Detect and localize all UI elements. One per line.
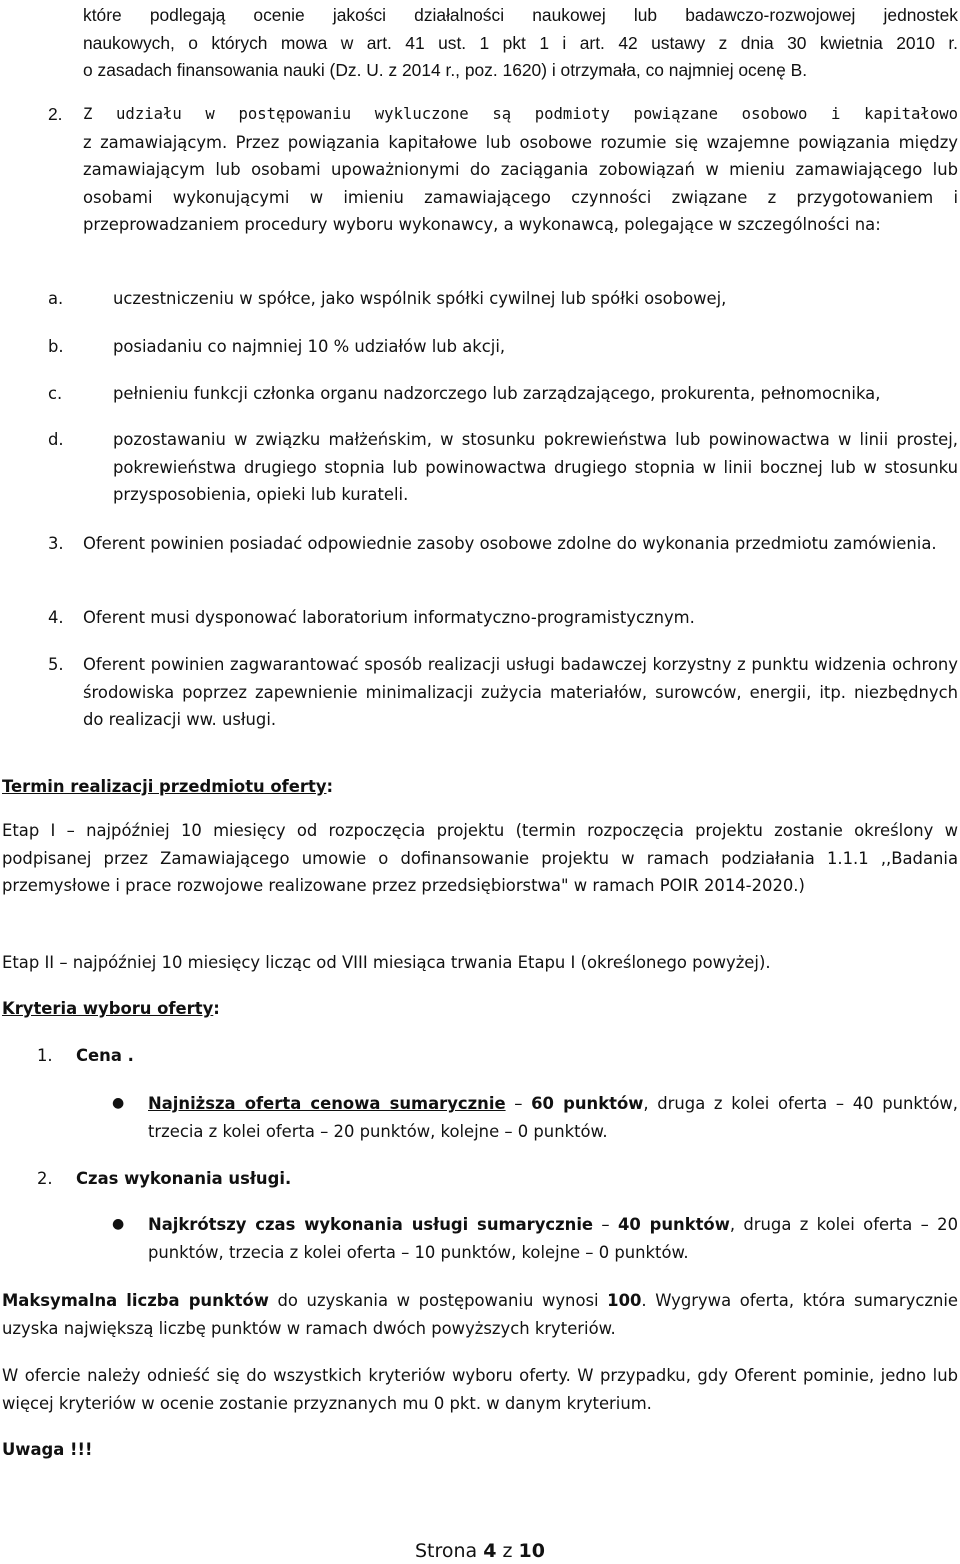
intro-line-1: które podlegają ocenie jakości działalności naukowej lub badawczo-rozwojowej jednostek — [83, 5, 958, 25]
max-points-text-1: do uzyskania w postępowaniu wynosi — [268, 1291, 608, 1310]
item-4-number: 4. — [48, 608, 64, 627]
kryteria-heading-colon: : — [213, 999, 220, 1018]
criterion-2-points: 40 punktów — [617, 1215, 730, 1234]
criterion-1-number: 1. — [37, 1046, 53, 1065]
subitem-c-text: pełnieniu funkcji członka organu nadzorczego lub zarządzającego, prokurenta, pełnomocnika, — [113, 384, 881, 403]
kryteria-heading — [2, 995, 220, 1023]
criterion-2-description — [148, 1211, 958, 1266]
criterion-1-rest: , druga z kolei oferta – 40 punktów, trzecia z kolei oferta – 20 punktów, kolejne – 0 punktów. — [148, 1094, 958, 1141]
criterion-1-points: 60 punktów — [531, 1094, 644, 1113]
subitem-a-text: uczestniczeniu w spółce, jako wspólnik spółki cywilnej lub spółki osobowej, — [113, 289, 727, 308]
criterion-2-number: 2. — [37, 1169, 53, 1188]
subitem-b-label: b. — [48, 337, 64, 356]
page-footer — [0, 1540, 960, 1562]
criterion-2-rest: , druga z kolei oferta – 20 punktów, trzecia z kolei oferta – 10 punktów, kolejne – 0 punktów. — [148, 1215, 959, 1262]
max-points-value: 100 — [607, 1291, 642, 1310]
criterion-2-main: Najkrótszy czas wykonania usługi sumarycznie — [148, 1215, 594, 1234]
criterion-1-dash: – — [505, 1094, 532, 1113]
subitem-c-label: c. — [48, 384, 63, 403]
criterion-2-title: Czas wykonania usługi. — [76, 1169, 292, 1188]
item-5-number: 5. — [48, 655, 64, 674]
criterion-1-main: Najniższa oferta cenowa sumarycznie — [148, 1094, 506, 1113]
criterion-1-description — [148, 1090, 958, 1145]
bullet-icon: ● — [112, 1216, 125, 1232]
item-3-text: Oferent powinien posiadać odpowiednie zasoby osobowe zdolne do wykonania przedmiotu zamówienia. — [83, 534, 937, 553]
item-2-text: z zamawiającym. Przez powiązania kapitałowe lub osobowe rozumie się wzajemne powiązania między zamawiającym lub osobami upoważnionymi do zaciągania zobowiązań w mieniu zamawiającego lub osobami wykonującymi w imieniu zamawiającego czynności związane z przygotowaniem i przeprowadzaniem procedury wyboru wykonawcy, a wykonawcą, polegające w szczególności na: — [83, 132, 958, 234]
termin-heading-colon: : — [326, 777, 334, 796]
note-paragraph: W ofercie należy odnieść się do wszystkich kryteriów wyboru oferty. W przypadku, gdy Oferent pominie, jedno lub więcej kryteriów w ocenie zostanie przyznanych mu 0 pkt. w danym kryterium. — [2, 1366, 958, 1413]
criterion-1-title: Cena . — [76, 1046, 134, 1065]
subitem-b-text: posiadaniu co najmniej 10 % udziałów lub akcji, — [113, 337, 506, 356]
max-points-label: Maksymalna liczba punktów — [2, 1291, 269, 1310]
etap-2-text: Etap II – najpóźniej 10 miesięcy licząc od VIII miesiąca trwania Etapu I (określonego powyżej). — [2, 953, 771, 972]
item-3-number: 3. — [48, 534, 64, 553]
etap-1-text: Etap I – najpóźniej 10 miesięcy od rozpoczęcia projektu (termin rozpoczęcia projektu zostanie określony w podpisanej przez Zamawiającego umowie o dofinansowanie projektu w ramach podziałania 1.1.1 ,,Badania przemysłowe i prace rozwojowe realizowane przez przedsiębiorstwa" w ramach POIR 2014-2020.) — [2, 821, 958, 895]
intro-line-3: o zasadach finansowania nauki (Dz. U. z 2014 r., poz. 1620) i otrzymała, co najmniej ocenę B. — [83, 60, 808, 80]
item-5-text: Oferent powinien zagwarantować sposób realizacji usługi badawczej korzystny z punktu widzenia ochrony środowiska poprzez zapewnienie minimalizacji zużycia materiałów, surowców, energii, itp. niezbędnych do realizacji ww. usługi. — [83, 655, 958, 729]
subitem-d-text: pozostawaniu w związku małżeńskim, w stosunku pokrewieństwa lub powinowactwa w linii prostej, pokrewieństwa drugiego stopnia lub powinowactwa drugiego stopnia w linii bocznej lub w stosunku przysposobienia, opieki lub kurateli. — [113, 430, 958, 504]
kryteria-heading-text: Kryteria wyboru oferty — [2, 999, 214, 1018]
footer-page-number: 4 — [483, 1540, 497, 1562]
footer-mid: z — [496, 1540, 519, 1562]
termin-heading-text: Termin realizacji przedmiotu oferty — [2, 777, 327, 796]
item-2-number: 2. — [48, 104, 63, 124]
bullet-icon: ● — [112, 1095, 125, 1111]
termin-heading — [2, 773, 333, 801]
criterion-2-dash: – — [593, 1215, 618, 1234]
item-2-first-line: Z udziału w postępowaniu wykluczone są podmioty powiązane osobowo i kapitałowo — [83, 105, 958, 123]
subitem-a-label: a. — [48, 289, 64, 308]
subitem-d-label: d. — [48, 430, 64, 449]
intro-line-2: naukowych, o których mowa w art. 41 ust. 1 pkt 1 i art. 42 ustawy z dnia 30 kwietnia 2010 r. — [83, 32, 958, 53]
max-points-text-2: . Wygrywa oferta, która sumarycznie uzyska największą liczbę punktów w ramach dwóch powyższych kryteriów. — [2, 1291, 958, 1338]
item-4-text: Oferent musi dysponować laboratorium informatyczno-programistycznym. — [83, 608, 695, 627]
uwaga-label: Uwaga !!! — [2, 1440, 93, 1459]
footer-total-pages: 10 — [518, 1540, 545, 1562]
max-points-paragraph — [2, 1287, 958, 1342]
footer-prefix: Strona — [414, 1540, 484, 1562]
